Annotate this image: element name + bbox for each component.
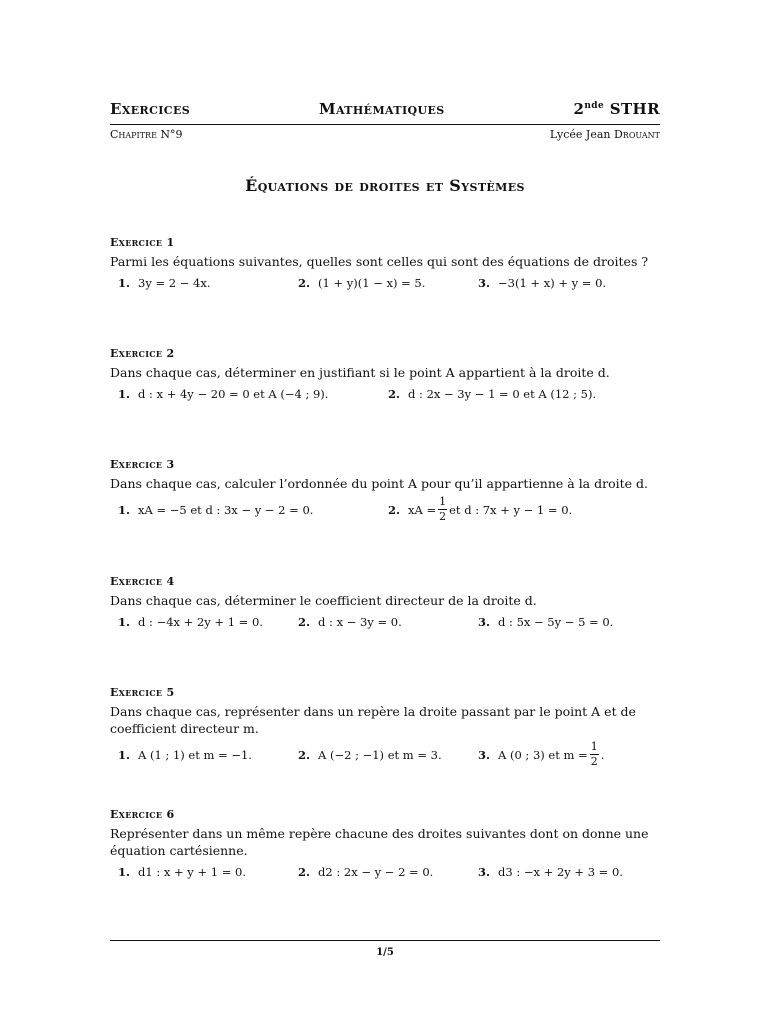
school-label: Lycée Jean Drouant: [549, 128, 660, 141]
footer-rule: [110, 940, 660, 941]
header-left: Exercices: [110, 100, 191, 118]
exercise-items: [110, 741, 660, 768]
chapter-label: Chapitre N°9: [110, 128, 183, 141]
item: 2. (1 + y)(1 − x) = 5.: [298, 276, 426, 290]
exercise-items: [110, 496, 660, 523]
item: 2. d : 2x − 3y − 1 = 0 et A (12 ; 5).: [388, 387, 597, 401]
item: 2. A (−2 ; −1) et m = 3.: [298, 747, 442, 762]
exercise-6: [110, 808, 660, 879]
item: 2. xA = $\frac{1}{2}$ et d : 7x + y − 1 = 0.: [388, 495, 573, 523]
exercise-title: Exercice 1: [110, 236, 175, 249]
item: 3. d3 : −x + 2y + 3 = 0.: [478, 865, 623, 879]
exercise-text: Dans chaque cas, calculer l’ordonnée du point A pour qu’il appartienne à la droite d.: [110, 476, 648, 491]
item: 1. 3y = 2 − 4x.: [118, 276, 211, 290]
fraction: $\frac{1}{2}$: [439, 495, 447, 523]
header-center: Mathématiques: [318, 100, 445, 118]
exercise-items: [110, 865, 660, 879]
exercise-items: [110, 615, 660, 629]
exercise-items: [110, 276, 660, 290]
item: 3. A (0 ; 3) et m = $\frac{1}{2}$ .: [478, 740, 605, 768]
exercise-text: Parmi les équations suivantes, quelles sont celles qui sont des équations de droites ?: [110, 254, 649, 269]
fraction: $\frac{1}{2}$: [590, 740, 598, 768]
exercise-title: Exercice 5: [110, 686, 175, 699]
item: 3. d : 5x − 5y − 5 = 0.: [478, 615, 614, 629]
exercise-text: Dans chaque cas, déterminer en justifiant si le point A appartient à la droite d.: [110, 365, 610, 380]
exercise-title: Exercice 3: [110, 458, 175, 471]
header-sub: [110, 128, 660, 141]
page-title: Équations de droites et Systèmes: [245, 176, 525, 195]
exercise-text: Dans chaque cas, représenter dans un repère la droite passant par le point A et de coefficient directeur m.: [110, 704, 636, 736]
exercise-title: Exercice 4: [110, 575, 175, 588]
header-top: [110, 100, 660, 118]
page-number: 1/5: [376, 947, 394, 958]
exercise-title: Exercice 2: [110, 347, 175, 360]
exercise-4: [110, 575, 660, 629]
exercise-3: [110, 458, 660, 523]
exercise-text: Dans chaque cas, déterminer le coefficient directeur de la droite d.: [110, 593, 537, 608]
item: 1. d1 : x + y + 1 = 0.: [118, 865, 246, 879]
item: 3. −3(1 + x) + y = 0.: [478, 276, 607, 290]
exercise-items: [110, 387, 660, 401]
exercise-2: [110, 347, 660, 401]
item: 1. d : x + 4y − 20 = 0 et A (−4 ; 9).: [118, 387, 329, 401]
item: 1. A (1 ; 1) et m = −1.: [118, 747, 252, 762]
header-rule: [110, 124, 660, 125]
item: 2. d2 : 2x − y − 2 = 0.: [298, 865, 434, 879]
item: 1. d : −4x + 2y + 1 = 0.: [118, 615, 263, 629]
header-right: 2nde STHR: [573, 100, 660, 118]
item: 1. xA = −5 et d : 3x − y − 2 = 0.: [118, 502, 314, 517]
item: 2. d : x − 3y = 0.: [298, 615, 402, 629]
exercise-title: Exercice 6: [110, 808, 175, 821]
page: [110, 0, 660, 1024]
exercise-1: [110, 236, 660, 290]
exercise-text: Représenter dans un même repère chacune des droites suivantes dont on donne une équation cartésienne.: [110, 826, 649, 858]
exercise-5: [110, 686, 660, 768]
